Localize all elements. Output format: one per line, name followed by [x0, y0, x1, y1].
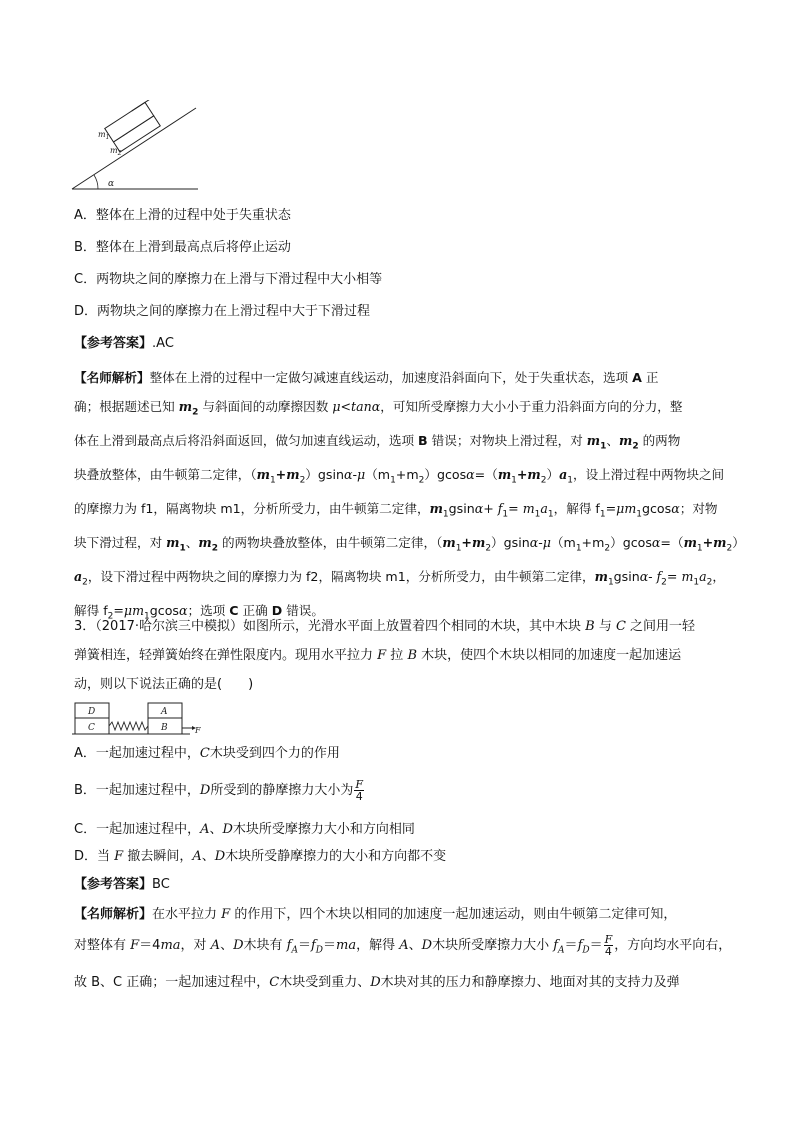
label-d: D	[88, 707, 96, 717]
q2-option-c: C．两物块之间的摩擦力在上滑与下滑过程中大小相等	[74, 272, 383, 287]
q3-stem: 3．（2017·哈尔滨三中模拟）如图所示，光滑水平面上放置着四个相同的木块，其中木块 B 与 C 之间用一轻 弹簧相连，轻弹簧始终在弹性限度内。现用水平拉力 F 拉 B 木块，使四个木块以相同的加速度一起加速运 动，则以下说法正确的是( )	[74, 619, 696, 692]
angle-arc	[94, 175, 98, 189]
label-c: C	[88, 723, 95, 733]
label-a: A	[161, 707, 168, 717]
q3-option-a: A．一起加速过程中，C木块受到四个力的作用	[74, 746, 340, 761]
label-b: B	[161, 723, 168, 733]
q3-option-c: C．一起加速过程中，A、D木块所受摩擦力大小和方向相同	[74, 822, 415, 837]
q2-option-d: D．两物块之间的摩擦力在上滑过程中大于下滑过程	[74, 304, 371, 319]
blocks-spring-figure	[72, 700, 202, 736]
q3-option-b: B．一起加速过程中，D所受到的静摩擦力大小为 $\frac{F}{4}$	[74, 778, 364, 803]
q3-option-d: D．当 F 撤去瞬间，A、D木块所受静摩擦力的大小和方向都不变	[74, 849, 447, 864]
fraction-f-over-4: $\frac{F}{4}$	[355, 778, 364, 803]
label-f: F	[195, 726, 201, 735]
q2-option-a: A．整体在上滑的过程中处于失重状态	[74, 208, 291, 223]
incline-figure	[70, 100, 202, 195]
q2-analysis: 【名师解析】整体在上滑的过程中一定做匀减速直线运动，加速度沿斜面向下，处于失重状态，选项 A 正 确；根据题述已知 $m_2$ 与斜面间的动摩擦因数 μ<tanα，可知所受摩擦力大小小于重力沿斜面方向的分力，整 体在上滑到最高点后将沿斜面返回，做匀加速直线运动，选项 B 错误；对物块上滑过程，对 $m_1$、$m_2$ 的两物 块叠放整体，由牛顿第二定律，$(m_1+m_2)gsin\alpha-\mu(m_1+m_2)gcos\alpha=(m_1+m_2)a_1$，设上滑过程中两物块之间 的摩擦力为 f1，隔离物块 m1，分析所受力，由牛顿第二定律，$m_1gsin\alpha+ f_1= m_1a_1$，解得 $f_1=\mu m_1gcos\alpha$；对物 块下滑过程，对 $m_1$、$m_2$ 的两物块叠放整体，由牛顿第二定律，$(m_1+m_2)gsin\alpha-\mu(m_1+m_2)gcos\alpha=(m_1+m_2)$ $a_2$，设下滑过程中两物块之间的摩擦力为 f2，隔离物块 m1，分析所受力，由牛顿第二定律，$m_1gsin\alpha-$ $f_2= m_1a_2$， 解得 $f_2=\mu m_1gcos\alpha$；选项 C 正确 D 错误。	[74, 370, 745, 622]
label-m2: $m_2$	[110, 146, 122, 157]
q3-analysis: 【名师解析】在水平拉力 F 的作用下，四个木块以相同的加速度一起加速运动，则由牛顿第二定律可知， 对整体有 F＝4ma，对 A、D木块有 $f_A=f_D=ma$，解得 A、D木块所受摩擦力大小 $f_A=f_D=$ $\frac{F}{4}$ ，方向均水平向右， 故 B、C 正确；一起加速过程中，C木块受到重力、D木块对其的压力和静摩擦力、地面对其的支持力及弹	[74, 907, 732, 990]
q2-option-b: B．整体在上滑到最高点后将停止运动	[74, 240, 291, 255]
spring	[109, 722, 148, 730]
q2-answer: 【参考答案】.AC	[74, 336, 174, 351]
label-m1: $m_1$	[98, 130, 110, 141]
fraction-f-over-4-analysis: $\frac{F}{4}$	[604, 933, 613, 958]
q3-answer: 【参考答案】BC	[74, 877, 170, 892]
label-alpha: α	[108, 179, 115, 189]
